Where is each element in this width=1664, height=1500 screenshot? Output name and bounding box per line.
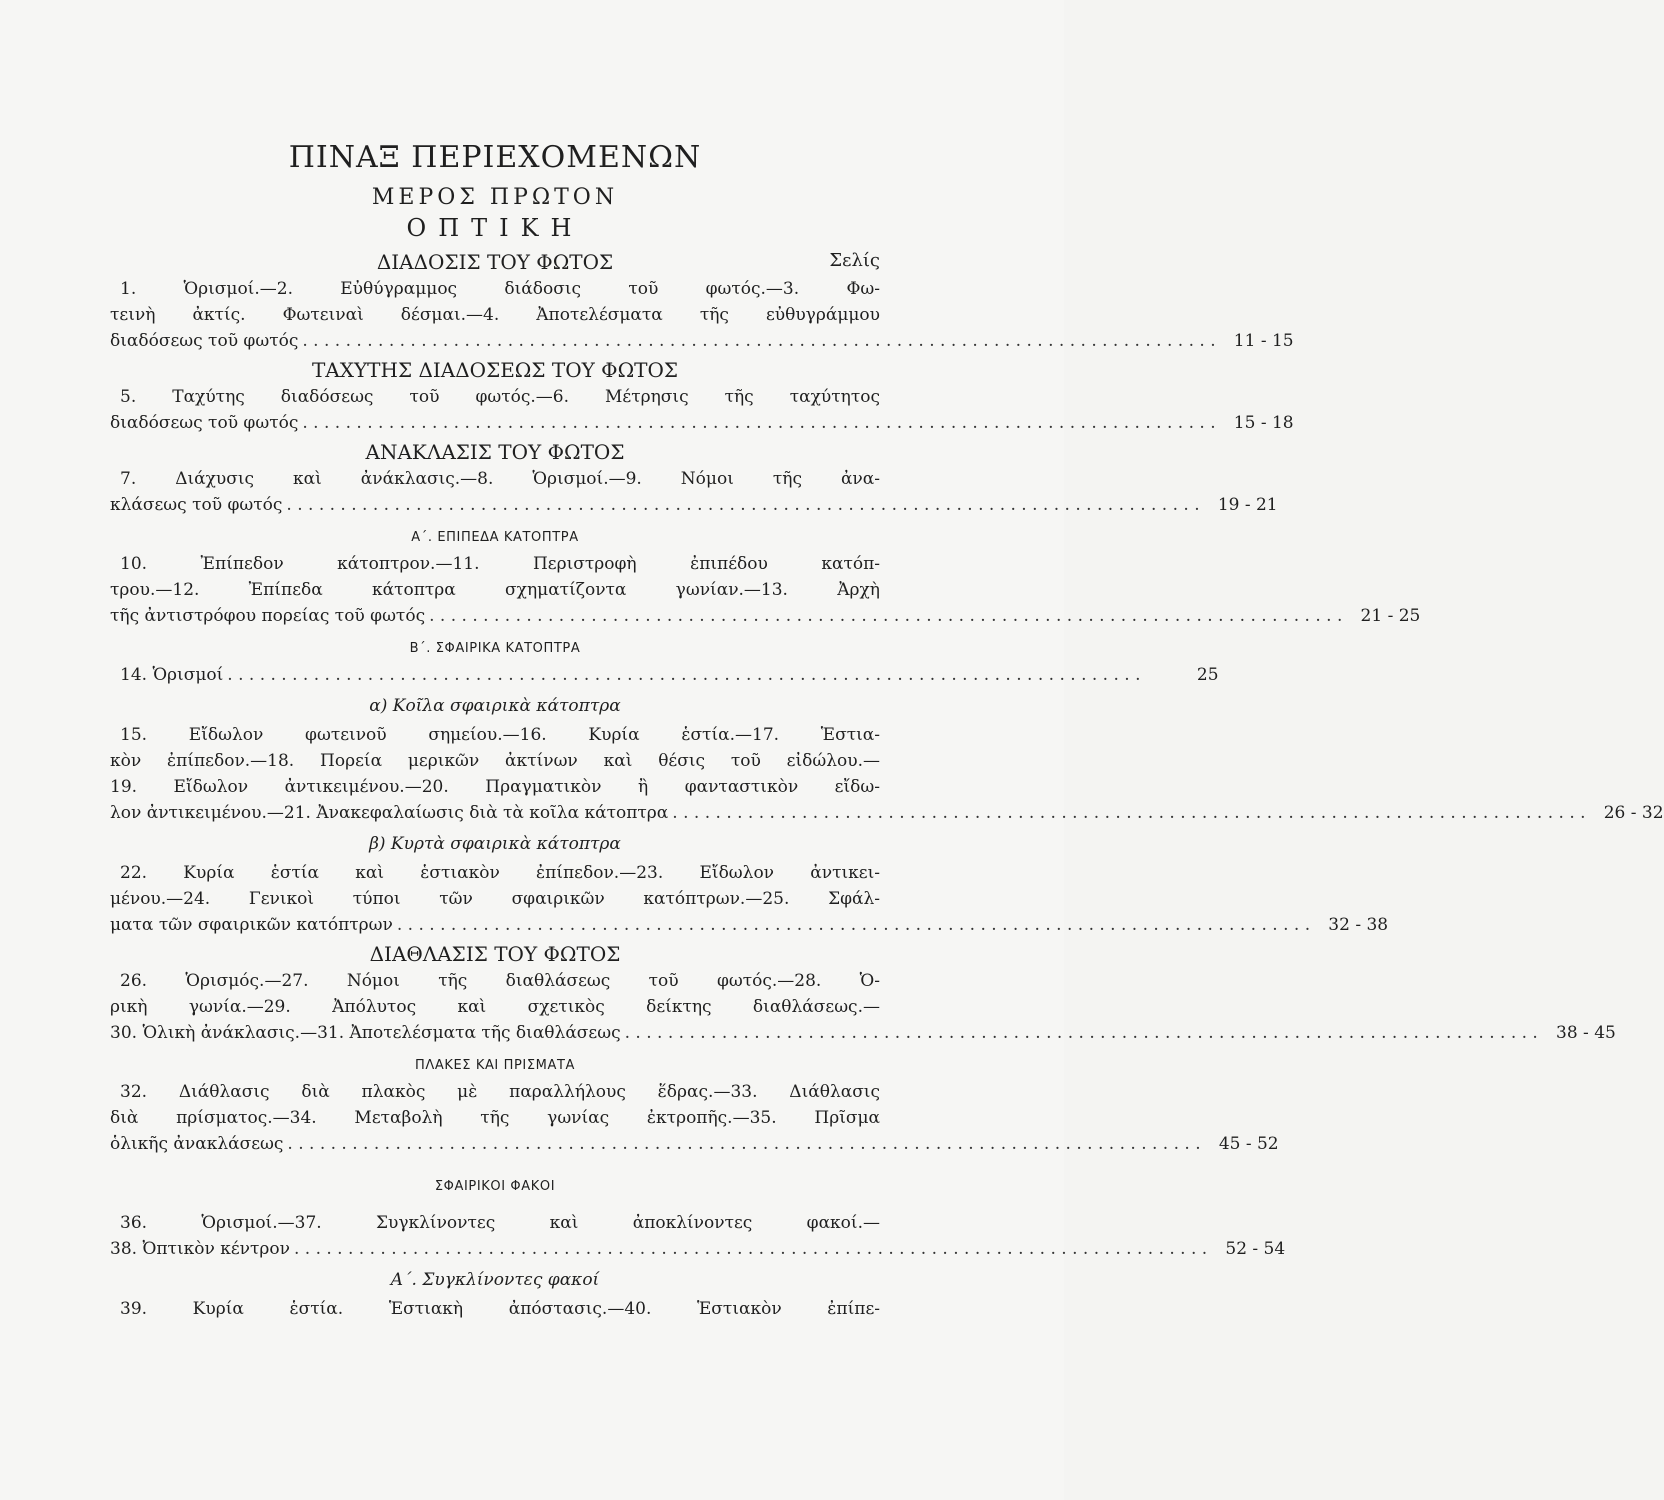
dot-leader: . . . . . . . . . . . . . . . . . . . . . . . . . . . . . . . . . . . . . . . . . . . . . . . . . . . . . . . . . . . . . . . . . . . . . . . . . . . . . . . . . . . . . <box>287 1134 1201 1154</box>
entry-line: 22. Κυρία ἑστία καὶ ἑστιακὸν ἐπίπεδον.—23. Εἴδωλον ἀντικει- <box>120 863 880 883</box>
subsection-heading: ΣΦΑΙΡΙΚΟΙ ΦΑΚΟΙ <box>434 1179 556 1194</box>
entry-last-line <box>110 1131 1279 1157</box>
entry-line: 38. Ὀπτικὸν κέντρον <box>110 1239 290 1259</box>
entry-last-line <box>110 912 1389 938</box>
toc-entry <box>110 276 1294 354</box>
entry-last-line <box>110 410 1294 436</box>
section-heading <box>110 942 880 966</box>
section-heading <box>110 250 880 274</box>
toc-entry <box>110 384 1294 436</box>
entry-line: 1. Ὁρισμοί.—2. Εὐθύγραμμος διάδοσις τοῦ φωτός.—3. Φω- <box>120 279 880 299</box>
toc-entry <box>110 1079 1279 1157</box>
dot-leader: . . . . . . . . . . . . . . . . . . . . . . . . . . . . . . . . . . . . . . . . . . . . . . . . . . . . . . . . . . . . . . . . . . . . . . . . . . . . . . . . . . . . . <box>672 803 1586 823</box>
dot-leader: . . . . . . . . . . . . . . . . . . . . . . . . . . . . . . . . . . . . . . . . . . . . . . . . . . . . . . . . . . . . . . . . . . . . . . . . . . . . . . . . . . . . . <box>624 1023 1538 1043</box>
table-of-contents <box>110 140 1664 1326</box>
page-range: 15 - 18 <box>1233 413 1294 433</box>
entry-line: 5. Ταχύτης διαδόσεως τοῦ φωτός.—6. Μέτρησις τῆς ταχύτητος <box>120 387 880 407</box>
section-title: ΔΙΑΘΛΑΣΙΣ ΤΟΥ ΦΩΤΟΣ <box>369 942 621 966</box>
dot-leader: . . . . . . . . . . . . . . . . . . . . . . . . . . . . . . . . . . . . . . . . . . . . . . . . . . . . . . . . . . . . . . . . . . . . . . . . . . . . . . . . . . . . . <box>293 1239 1208 1259</box>
page-range: 26 - 32 <box>1603 803 1664 823</box>
page-range: 21 - 25 <box>1360 606 1421 626</box>
toc-entry <box>110 1210 1286 1262</box>
page-column-heading: Σελίς <box>829 250 880 271</box>
toc-entry <box>110 662 1219 688</box>
toc-entry <box>110 466 1278 518</box>
toc-entry <box>110 968 1616 1046</box>
entry-line: τρου.—12. Ἐπίπεδα κάτοπτρα σχηματίζοντα γωνίαν.—13. Ἀρχὴ <box>110 580 880 600</box>
subsection-heading: Α΄. ΕΠΙΠΕΔΑ ΚΑΤΟΠΤΡΑ <box>411 530 579 545</box>
page-range: 52 - 54 <box>1225 1239 1286 1259</box>
entry-line: 30. Ὁλικὴ ἀνάκλασις.—31. Ἀποτελέσματα τῆς διαθλάσεως <box>110 1023 621 1043</box>
entry-last-line <box>110 662 1219 688</box>
entry-line: μένου.—24. Γενικοὶ τύποι τῶν σφαιρικῶν κατόπτρων.—25. Σφάλ- <box>110 889 880 909</box>
entry-line: 36. Ὁρισμοί.—37. Συγκλίνοντες καὶ ἀποκλίνοντες φακοί.— <box>120 1213 880 1233</box>
entry-line: 32. Διάθλασις διὰ πλακὸς μὲ παραλλήλους ἕδρας.—33. Διάθλασις <box>120 1082 880 1102</box>
entry-last-line <box>110 492 1278 518</box>
entry-line: διαδόσεως τοῦ φωτός <box>110 331 299 351</box>
toc-entry <box>110 860 1389 938</box>
section-heading <box>110 440 880 464</box>
entry-line: ρικὴ γωνία.—29. Ἀπόλυτος καὶ σχετικὸς δείκτης διαθλάσεως.— <box>110 997 880 1017</box>
entry-line: 10. Ἐπίπεδον κάτοπτρον.—11. Περιστροφὴ ἐπιπέδου κατόπ- <box>120 554 880 574</box>
subsection-heading: β) Κυρτὰ σφαιρικὰ κάτοπτρα <box>369 834 621 854</box>
entry-line: διαδόσεως τοῦ φωτός <box>110 413 299 433</box>
dot-leader: . . . . . . . . . . . . . . . . . . . . . . . . . . . . . . . . . . . . . . . . . . . . . . . . . . . . . . . . . . . . . . . . . . . . . . . . . . . . . . . . . . . . . <box>286 495 1200 515</box>
page-range: 45 - 52 <box>1218 1134 1279 1154</box>
entry-line: 14. Ὁρισμοί <box>120 665 224 685</box>
dot-leader: . . . . . . . . . . . . . . . . . . . . . . . . . . . . . . . . . . . . . . . . . . . . . . . . . . . . . . . . . . . . . . . . . . . . . . . . . . . . . . . . . . . . . <box>429 606 1343 626</box>
dot-leader: . . . . . . . . . . . . . . . . . . . . . . . . . . . . . . . . . . . . . . . . . . . . . . . . . . . . . . . . . . . . . . . . . . . . . . . . . . . . . . . . . . . . . <box>302 331 1216 351</box>
page-range: 11 - 15 <box>1233 331 1294 351</box>
toc-entry <box>110 722 1664 826</box>
entry-last-line <box>110 603 1421 629</box>
entry-last-line <box>110 1020 1616 1046</box>
toc-entry <box>110 1296 880 1322</box>
entry-line: τεινὴ ἀκτίς. Φωτειναὶ δέσμαι.—4. Ἀποτελέσματα τῆς εὐθυγράμμου <box>110 305 880 325</box>
entry-line: διὰ πρίσματος.—34. Μεταβολὴ τῆς γωνίας ἐκτροπῆς.—35. Πρῖσμα <box>110 1108 880 1128</box>
part-heading: ΜΕΡΟΣ ΠΡΩΤΟΝ <box>371 185 619 210</box>
toc-entry <box>110 551 1421 629</box>
entry-line: λον ἀντικειμένου.—21. Ἀνακεφαλαίωσις διὰ τὰ κοῖλα κάτοπτρα <box>110 803 669 823</box>
subsection-heading: α) Κοῖλα σφαιρικὰ κάτοπτρα <box>369 696 621 716</box>
entry-line: ὁλικῆς ἀνακλάσεως <box>110 1134 284 1154</box>
entry-last-line <box>110 1236 1286 1262</box>
dot-leader: . . . . . . . . . . . . . . . . . . . . . . . . . . . . . . . . . . . . . . . . . . . . . . . . . . . . . . . . . . . . . . . . . . . . . . . . . . . . . . . . . . . . . <box>396 915 1311 935</box>
subject-heading: ΟΠΤΙΚΗ <box>406 214 584 242</box>
entry-line: 19. Εἴδωλον ἀντικειμένου.—20. Πραγματικὸν ἢ φανταστικὸν εἴδω- <box>110 777 880 797</box>
page-range: 32 - 38 <box>1328 915 1389 935</box>
entry-line: ματα τῶν σφαιρικῶν κατόπτρων <box>110 915 393 935</box>
subsection-heading: ΠΛΑΚΕΣ ΚΑΙ ΠΡΙΣΜΑΤΑ <box>414 1058 576 1073</box>
dot-leader: . . . . . . . . . . . . . . . . . . . . . . . . . . . . . . . . . . . . . . . . . . . . . . . . . . . . . . . . . . . . . . . . . . . . . . . . . . . . . . . . . . . . . <box>227 665 1141 685</box>
entry-last-line <box>110 328 1294 354</box>
section-title: ΤΑΧΥΤΗΣ ΔΙΑΔΟΣΕΩΣ ΤΟΥ ΦΩΤΟΣ <box>311 358 679 382</box>
subsection-heading: Α΄. Συγκλίνοντες φακοί <box>390 1270 600 1290</box>
section-title: ΔΙΑΔΟΣΙΣ ΤΟΥ ΦΩΤΟΣ <box>376 250 614 274</box>
entry-line: 15. Εἴδωλον φωτεινοῦ σημείου.—16. Κυρία ἑστία.—17. Ἑστια- <box>120 725 880 745</box>
entry-line: κὸν ἐπίπεδον.—18. Πορεία μερικῶν ἀκτίνων καὶ θέσις τοῦ εἰδώλου.— <box>110 751 880 771</box>
subsection-heading: Β΄. ΣΦΑΙΡΙΚΑ ΚΑΤΟΠΤΡΑ <box>409 641 581 656</box>
page-title: ΠΙΝΑΞ ΠΕΡΙΕΧΟΜΕΝΩΝ <box>288 140 702 175</box>
page-range: 38 - 45 <box>1556 1023 1616 1043</box>
entry-line: 39. Κυρία ἑστία. Ἑστιακὴ ἀπόστασις.—40. Ἑστιακὸν ἐπίπε- <box>120 1299 880 1319</box>
entry-line: 7. Διάχυσις καὶ ἀνάκλασις.—8. Ὁρισμοί.—9. Νόμοι τῆς ἀνα- <box>120 469 880 489</box>
entry-line: κλάσεως τοῦ φωτός <box>110 495 283 515</box>
entry-line: 26. Ὁρισμός.—27. Νόμοι τῆς διαθλάσεως τοῦ φωτός.—28. Ὁ- <box>120 971 880 991</box>
section-title: ΑΝΑΚΛΑΣΙΣ ΤΟΥ ΦΩΤΟΣ <box>365 440 625 464</box>
dot-leader: . . . . . . . . . . . . . . . . . . . . . . . . . . . . . . . . . . . . . . . . . . . . . . . . . . . . . . . . . . . . . . . . . . . . . . . . . . . . . . . . . . . . . <box>302 413 1216 433</box>
entry-last-line <box>110 800 1664 826</box>
entry-line: τῆς ἀντιστρόφου πορείας τοῦ φωτός <box>110 606 426 626</box>
section-heading <box>110 358 880 382</box>
page-range: 19 - 21 <box>1217 495 1278 515</box>
page-range: 25 <box>1196 665 1219 685</box>
